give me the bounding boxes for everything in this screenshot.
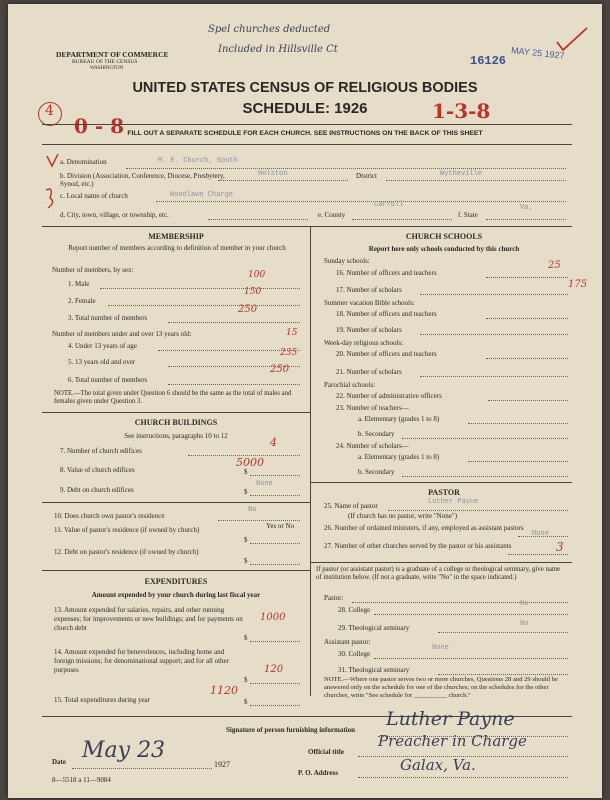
membership-note: NOTE.—The total given under Question 6 should be the same as the total of males and females given under Question 3. bbox=[54, 390, 292, 405]
q8-value[interactable]: 5000 bbox=[236, 456, 264, 469]
district-label: District bbox=[356, 172, 377, 180]
buildings-title: CHURCH BUILDINGS bbox=[134, 418, 218, 427]
pastor-title: PASTOR bbox=[428, 488, 460, 497]
schools-title: CHURCH SCHOOLS bbox=[405, 232, 483, 241]
q6-total-label: 6. Total number of members bbox=[68, 376, 148, 384]
q14-value[interactable]: 120 bbox=[264, 664, 284, 675]
q27-value[interactable]: 3 bbox=[556, 540, 564, 554]
date-year: 1927 bbox=[214, 760, 230, 769]
form-number: 8—5518 a 11—9084 bbox=[52, 776, 111, 784]
expenditures-subtitle: Amount expended by your church during last fiscal year bbox=[91, 591, 261, 599]
q8-value-label: 8. Value of church edifices bbox=[60, 466, 135, 474]
red-circle-number: 4 bbox=[45, 103, 54, 119]
po-address-value[interactable]: Galax, Va. bbox=[400, 756, 476, 774]
q15-total-label: 15. Total expenditures during year bbox=[54, 696, 150, 704]
q31-label: 31. Theological seminary bbox=[338, 666, 410, 674]
q1-male-label: 1. Male bbox=[68, 280, 90, 288]
q6-total-value[interactable]: 250 bbox=[270, 364, 290, 375]
q30-value[interactable]: None bbox=[432, 644, 449, 652]
q19-label: 19. Number of scholars bbox=[336, 326, 402, 334]
date-value[interactable]: May 23 bbox=[82, 738, 166, 763]
q17-value[interactable]: 175 bbox=[568, 279, 588, 290]
q13-dollar-sign: $ bbox=[244, 634, 248, 642]
denomination-label: a. Denomination bbox=[60, 158, 107, 166]
q17-label: 17. Number of scholars bbox=[336, 286, 402, 294]
district-value[interactable]: Wytheville bbox=[440, 170, 483, 178]
q9-value[interactable]: None bbox=[256, 480, 273, 488]
members-by-sex-label: Number of members, by sex: bbox=[52, 266, 134, 274]
q14-dollar-sign: $ bbox=[244, 676, 248, 684]
yes-no-hint: Yes or No bbox=[266, 522, 295, 530]
red-code-right: 1-3-8 bbox=[432, 99, 491, 123]
q15-dollar-sign: $ bbox=[244, 698, 248, 706]
q10-value[interactable]: No bbox=[248, 506, 257, 514]
membership-intro: Report number of members according to definition of member in your church bbox=[68, 244, 286, 252]
pastor-note: NOTE.—Where one pastor serves two or more churches, Questions 28 and 29 should be answered only on the schedule for one of the churches; on the schedules for the other churches, write "See schedule for __________ church." bbox=[324, 676, 558, 699]
q21-label: 21. Number of scholars bbox=[336, 368, 402, 376]
schedule-number: 16126 bbox=[470, 54, 507, 68]
q4-under-13-label: 4. Under 13 years of age bbox=[68, 342, 137, 350]
q13-value[interactable]: 1000 bbox=[260, 612, 286, 623]
q22-label: 22. Number of administrative officers bbox=[336, 392, 442, 400]
buildings-subtitle: See instructions, paragraphs 10 to 12 bbox=[124, 432, 228, 440]
under-over-label: Number of members under and over 13 years old: bbox=[52, 330, 192, 338]
q7-edifices-value[interactable]: 4 bbox=[270, 436, 277, 449]
summer-schools-label: Summer vacation Bible schools: bbox=[324, 299, 415, 307]
q3-total-value[interactable]: 250 bbox=[238, 304, 258, 315]
q24b-label: b. Secondary bbox=[358, 468, 395, 476]
q25-value[interactable]: Luther Payne bbox=[428, 498, 479, 506]
q4-under-13-value[interactable]: 15 bbox=[286, 328, 298, 338]
q14-benevolences-label: 14. Amount expended for benevolences, including home and foreign missions; for denominational support; and for all other purposes bbox=[54, 648, 229, 674]
local-name-label: c. Local name of church bbox=[60, 192, 128, 200]
q26-value[interactable]: None bbox=[532, 530, 549, 538]
q2-female-label: 2. Female bbox=[68, 297, 96, 305]
county-value[interactable]: Carroll bbox=[374, 201, 404, 209]
q12-residence-debt-label: 12. Debt on pastor's residence (if owned by church) bbox=[54, 548, 199, 556]
county-label: e. County bbox=[318, 211, 346, 219]
q26-label: 26. Number of ordained ministers, if any, employed as assistant pastors bbox=[324, 524, 524, 532]
q20-label: 20. Number of officers and teachers bbox=[336, 350, 437, 358]
pastor-subheading: Pastor: bbox=[324, 594, 344, 602]
sunday-schools-label: Sunday schools: bbox=[324, 257, 370, 265]
q8-dollar-sign: $ bbox=[244, 468, 248, 476]
q29-value[interactable]: No bbox=[520, 620, 529, 628]
red-code-left: 0 - 8 bbox=[74, 114, 125, 138]
q30-label: 30. College bbox=[338, 650, 371, 658]
q7-edifices-label: 7. Number of church edifices bbox=[60, 447, 142, 455]
schedule-title: SCHEDULE: 1926 bbox=[242, 100, 368, 117]
signature-label: Signature of person furnishing information bbox=[226, 726, 355, 734]
q11-dollar-sign: $ bbox=[244, 536, 248, 544]
q13-running-expenses-label: 13. Amount expended for salaries, repairs, and other running expenses; for improvements or new buildings; and for payments on church debt bbox=[54, 606, 243, 632]
official-title-label: Official title bbox=[308, 748, 344, 756]
q12-dollar-sign: $ bbox=[244, 557, 248, 565]
form-title: UNITED STATES CENSUS OF RELIGIOUS BODIES bbox=[132, 80, 478, 96]
q2-female-value[interactable]: 150 bbox=[244, 287, 262, 297]
q28-value[interactable]: No bbox=[520, 600, 529, 608]
division-value[interactable]: Holston bbox=[258, 170, 288, 178]
handwritten-note-1: Spel churches deducted bbox=[208, 24, 331, 35]
q23b-label: b. Secondary bbox=[358, 430, 395, 438]
q5-over-13-label: 5. 13 years old and over bbox=[68, 358, 136, 366]
q24-label: 24. Number of scholars— bbox=[336, 442, 409, 450]
membership-title: MEMBERSHIP bbox=[148, 232, 204, 241]
state-label: f. State bbox=[458, 211, 478, 219]
handwritten-note-2: Included in Hillsville Ct bbox=[218, 44, 338, 55]
official-title-value[interactable]: Preacher in Charge bbox=[378, 732, 527, 750]
department-heading: DEPARTMENT OF COMMERCE bbox=[56, 50, 169, 59]
q25-note: (If church has no pastor, write "None") bbox=[348, 512, 458, 520]
po-address-label: P. O. Address bbox=[298, 769, 339, 777]
parochial-schools-label: Parochial schools: bbox=[324, 381, 376, 389]
local-name-value[interactable]: Woodlawn Charge bbox=[170, 191, 234, 199]
q1-male-value[interactable]: 100 bbox=[248, 270, 266, 280]
expenditures-title: EXPENDITURES bbox=[144, 577, 208, 586]
weekday-schools-label: Week-day religious schools: bbox=[324, 339, 404, 347]
q23-label: 23. Number of teachers— bbox=[336, 404, 409, 412]
q9-dollar-sign: $ bbox=[244, 488, 248, 496]
q25-label: 25. Name of pastor bbox=[324, 502, 378, 510]
graduate-note: If pastor (or assistant pastor) is a graduate of a college or theological seminary, give name of institution below. (If not a graduate, write "No" in the space indicated.) bbox=[316, 566, 561, 581]
received-stamp-date: MAY 25 1927 bbox=[510, 45, 566, 61]
q15-value[interactable]: 1120 bbox=[210, 684, 238, 697]
q11-residence-value-label: 11. Value of pastor's residence (if owned by church) bbox=[54, 526, 200, 534]
q16-label: 16. Number of officers and teachers bbox=[336, 269, 437, 277]
date-label: Date bbox=[52, 758, 66, 766]
division-label: b. Division (Association, Conference, Diocese, Presbytery, Synod, etc.) bbox=[60, 172, 225, 188]
signature-value[interactable]: Luther Payne bbox=[386, 708, 515, 730]
q5-over-13-value[interactable]: 235 bbox=[280, 348, 298, 358]
assistant-pastor-subheading: Assistant pastor: bbox=[324, 638, 371, 646]
q28-label: 28. College bbox=[338, 606, 371, 614]
q16-value[interactable]: 25 bbox=[548, 260, 561, 271]
q24a-label: a. Elementary (grades 1 to 8) bbox=[358, 453, 440, 461]
q23a-label: a. Elementary (grades 1 to 8) bbox=[358, 415, 440, 423]
q27-label: 27. Number of other churches served by the pastor or his assistants bbox=[324, 542, 512, 550]
state-value[interactable]: Va. bbox=[520, 204, 533, 212]
q10-residence-label: 10. Does church own pastor's residence bbox=[54, 512, 165, 520]
schools-subtitle: Report here only schools conducted by this church bbox=[368, 245, 520, 253]
city-label: d. City, town, village, or township, etc. bbox=[60, 211, 169, 219]
bureau-heading: BUREAU OF THE CENSUS bbox=[72, 59, 138, 65]
denomination-value[interactable]: M. E. Church, South bbox=[158, 157, 238, 165]
instruction-banner: FILL OUT A SEPARATE SCHEDULE FOR EACH CHURCH. SEE INSTRUCTIONS ON THE BACK OF THIS SHEET bbox=[127, 130, 483, 137]
q18-label: 18. Number of officers and teachers bbox=[336, 310, 437, 318]
q3-total-label: 3. Total number of members bbox=[68, 314, 148, 322]
census-schedule-sheet bbox=[8, 4, 602, 798]
city-heading: WASHINGTON bbox=[90, 66, 124, 71]
red-check-icon bbox=[553, 24, 593, 54]
q9-debt-label: 9. Debt on church edifices bbox=[60, 486, 134, 494]
q29-label: 29. Theological seminary bbox=[338, 624, 410, 632]
